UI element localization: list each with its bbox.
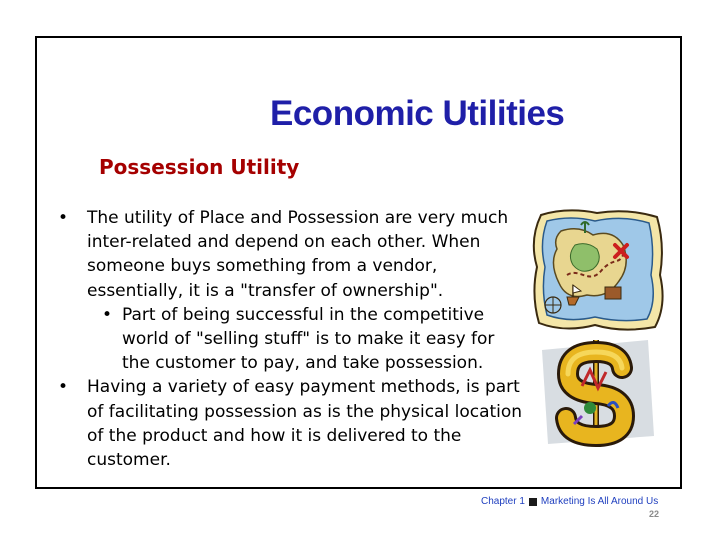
footer-chapter: Chapter 1 xyxy=(481,496,525,507)
bullet-text: Part of being successful in the competitive world of "selling stuff" is to make it easy for the customer to pay, and take possession. xyxy=(122,304,495,374)
bullet-text: Having a variety of easy payment methods, is part of facilitating possession as is the physical location of the product and how it is delivered to the customer. xyxy=(87,377,523,471)
square-bullet-icon xyxy=(529,498,537,506)
dollar-sign-clipart xyxy=(538,336,658,448)
bullet-item xyxy=(56,206,526,303)
bullet-item xyxy=(56,375,526,472)
slide-title: Economic Utilities xyxy=(270,94,565,133)
page-number: 22 xyxy=(649,509,660,519)
footer-course: Marketing Is All Around Us xyxy=(540,496,659,507)
treasure-map-clipart xyxy=(527,205,669,335)
sub-bullet-item xyxy=(56,303,526,376)
bullet-list xyxy=(56,206,526,472)
bullet-marker: • xyxy=(58,208,69,228)
bullet-marker: • xyxy=(58,377,69,398)
slide-subtitle: Possession Utility xyxy=(99,155,300,179)
slide-footer xyxy=(481,496,658,507)
bullet-marker: • xyxy=(102,304,113,325)
bullet-text: The utility of Place and Possession are very much inter-related and depend on each other. When someone buys something from a vendor, essentially, it is a "transfer of ownership". xyxy=(87,208,509,301)
